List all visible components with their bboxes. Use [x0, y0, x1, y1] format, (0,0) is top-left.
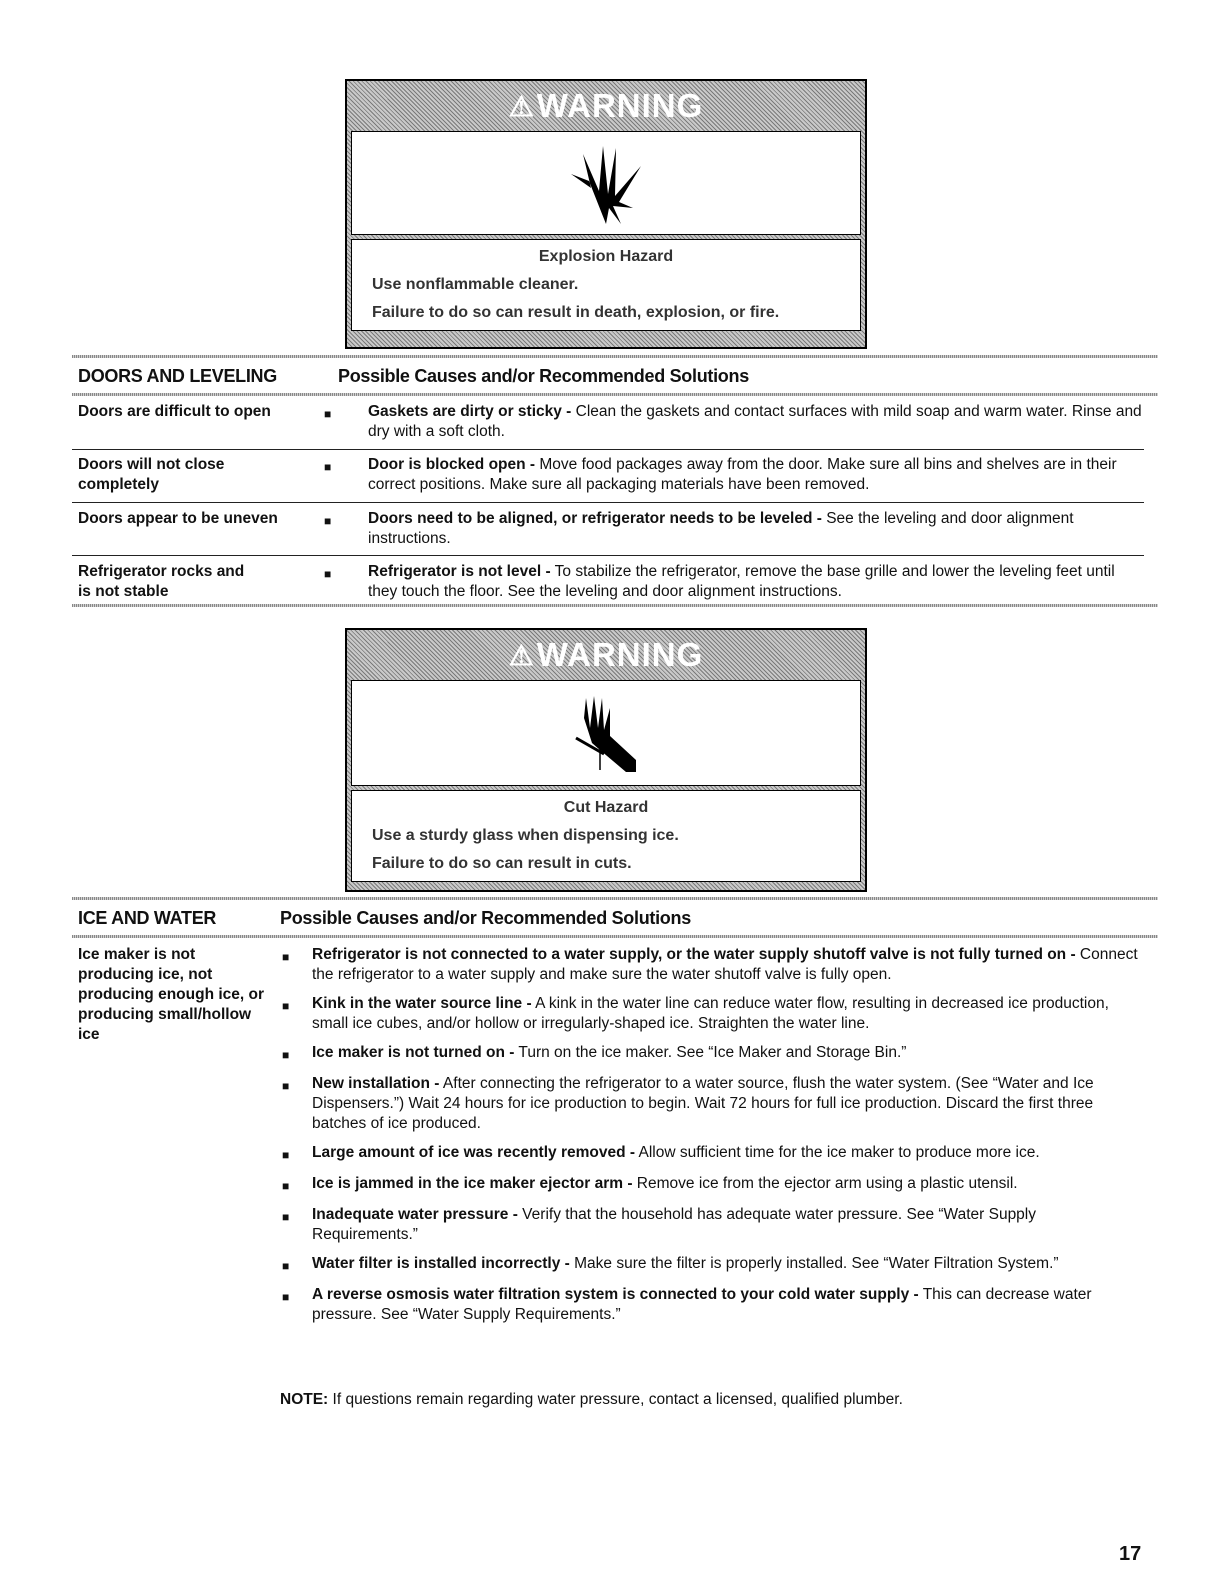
cause-text: Ice is jammed in the ice maker ejector arm -: [312, 1175, 633, 1192]
ice-heading: ICE AND WATER: [78, 908, 217, 928]
warning-icon-area: [351, 680, 861, 786]
page-number: 17: [1119, 1543, 1142, 1565]
solution-text: See the leveling and door alignment instructions.: [368, 510, 1074, 547]
ice-section-header: [78, 908, 1148, 929]
note-text: If questions remain regarding water pressure, contact a licensed, qualified plumber.: [328, 1391, 903, 1408]
bullet-icon: ■: [282, 1048, 290, 1062]
row-divider: [72, 555, 1144, 556]
list-item: [280, 1143, 1140, 1165]
warning-line-1: Use a sturdy glass when dispensing ice.: [372, 827, 679, 844]
list-item: [280, 1074, 1140, 1134]
solution-text: Move food packages away from the door. Make sure all bins and shelves are in their correct positions. Make sure all packaging materials have been removed.: [368, 456, 1117, 493]
doors-section-header: [78, 366, 1148, 387]
bullet-icon: ■: [324, 460, 332, 474]
note: [280, 1390, 903, 1410]
list-item: [280, 1174, 1140, 1196]
bullet-icon: ■: [282, 999, 290, 1013]
cause-text: Doors need to be aligned, or refrigerator needs to be leveled -: [368, 510, 822, 527]
problem-label: Ice maker is not producing ice, not producing enough ice, or producing small/hollow ice: [78, 946, 264, 1043]
warning-text-area: [351, 790, 861, 882]
explosion-icon: [561, 136, 651, 231]
bullet-icon: ■: [324, 567, 332, 581]
cause-text: Refrigerator is not connected to a water supply, or the water supply shutoff valve is not fully turned on -: [312, 946, 1076, 963]
doors-heading: DOORS AND LEVELING: [78, 366, 277, 386]
warning-line-2: Failure to do so can result in death, explosion, or fire.: [372, 304, 780, 321]
warning-title: [347, 630, 865, 680]
bullet-icon: ■: [282, 1148, 290, 1162]
solution-text: Connect the refrigerator to a water supply and make sure the water shutoff valve is fully open.: [312, 946, 1138, 983]
solution-text: Turn on the ice maker. See “Ice Maker and Storage Bin.”: [514, 1044, 907, 1061]
cut-hand-icon: [566, 688, 646, 778]
warning-icon-area: [351, 131, 861, 235]
note-label: NOTE:: [280, 1391, 329, 1408]
section-divider: [72, 604, 1158, 607]
bullet-icon: ■: [282, 1179, 290, 1193]
warning-title-text: WARNING: [536, 87, 704, 124]
section-divider: [72, 393, 1158, 396]
solution: [322, 562, 1142, 602]
ice-solutions-list: [280, 945, 1140, 1334]
warning-line-2: Failure to do so can result in cuts.: [372, 855, 632, 872]
solution-text: This can decrease water pressure. See “Water Supply Requirements.”: [312, 1286, 1092, 1323]
solution-text: Clean the gaskets and contact surfaces with mild soap and warm water. Rinse and dry with a soft cloth.: [368, 403, 1142, 440]
solutions-heading: Possible Causes and/or Recommended Solutions: [280, 908, 691, 928]
cause-text: Kink in the water source line -: [312, 995, 532, 1012]
cause-text: A reverse osmosis water filtration system is connected to your cold water supply -: [312, 1286, 919, 1303]
list-item: [280, 1254, 1140, 1276]
list-item: [280, 994, 1140, 1034]
solution-text: Make sure the filter is properly installed. See “Water Filtration System.”: [569, 1255, 1059, 1272]
solution-text: Verify that the household has adequate water pressure. See “Water Supply Requirements.”: [312, 1206, 1036, 1243]
cause-text: Door is blocked open -: [368, 456, 536, 473]
solution-text: After connecting the refrigerator to a water source, flush the water system. (See “Water and Ice Dispensers.”) Wait 24 hours for ice production to begin. Wait 72 hours for full ice production. Discard the first three batches of ice produced.: [312, 1075, 1094, 1132]
list-item: [280, 1205, 1140, 1245]
cause-text: Ice maker is not turned on -: [312, 1044, 515, 1061]
problem-label: Refrigerator rocks and is not stable: [78, 563, 245, 600]
warning-text-area: [351, 239, 861, 331]
bullet-icon: ■: [282, 1290, 290, 1304]
cause-text: Inadequate water pressure -: [312, 1206, 518, 1223]
bullet-icon: ■: [324, 514, 332, 528]
cause-text: Water filter is installed incorrectly -: [312, 1255, 570, 1272]
list-item: [280, 1043, 1140, 1065]
warning-triangle-icon: ⚠: [508, 90, 535, 122]
hazard-title: Cut Hazard: [563, 799, 649, 816]
list-item: [280, 945, 1140, 985]
explosion-warning-box: [345, 79, 867, 349]
problem-label: Doors will not close completely: [78, 456, 225, 493]
solutions-heading: Possible Causes and/or Recommended Solutions: [338, 366, 749, 386]
cause-text: New installation -: [312, 1075, 440, 1092]
solution: [322, 509, 1142, 549]
solution: [322, 402, 1142, 442]
problem-label: Doors are difficult to open: [78, 403, 271, 420]
bullet-icon: ■: [282, 1210, 290, 1224]
section-divider: [72, 355, 1158, 358]
cause-text: Large amount of ice was recently removed -: [312, 1144, 636, 1161]
solution-text: Remove ice from the ejector arm using a plastic utensil.: [632, 1175, 1018, 1192]
hazard-title: Explosion Hazard: [538, 248, 674, 265]
solution: [322, 455, 1142, 495]
warning-title: [347, 81, 865, 131]
solution-text: Allow sufficient time for the ice maker to produce more ice.: [635, 1144, 1040, 1161]
bullet-icon: ■: [324, 407, 332, 421]
warning-title-text: WARNING: [536, 636, 704, 673]
warning-line-1: Use nonflammable cleaner.: [372, 276, 579, 293]
bullet-icon: ■: [282, 1259, 290, 1273]
row-divider: [72, 502, 1144, 503]
cause-text: Refrigerator is not level -: [368, 563, 551, 580]
row-divider: [72, 449, 1144, 450]
solution-text: To stabilize the refrigerator, remove the base grille and lower the leveling feet until they touch the floor. See the leveling and door alignment instructions.: [368, 563, 1115, 600]
cut-warning-box: [345, 628, 867, 892]
cause-text: Gaskets are dirty or sticky -: [368, 403, 572, 420]
section-divider: [72, 897, 1158, 900]
list-item: [280, 1285, 1140, 1325]
bullet-icon: ■: [282, 950, 290, 964]
section-divider: [72, 935, 1158, 938]
solution-text: A kink in the water line can reduce water flow, resulting in decreased ice production, small ice cubes, and/or hollow or irregularly-shaped ice. Straighten the water line.: [312, 995, 1109, 1032]
bullet-icon: ■: [282, 1079, 290, 1093]
problem-label: Doors appear to be uneven: [78, 510, 278, 527]
warning-triangle-icon: ⚠: [508, 639, 535, 671]
